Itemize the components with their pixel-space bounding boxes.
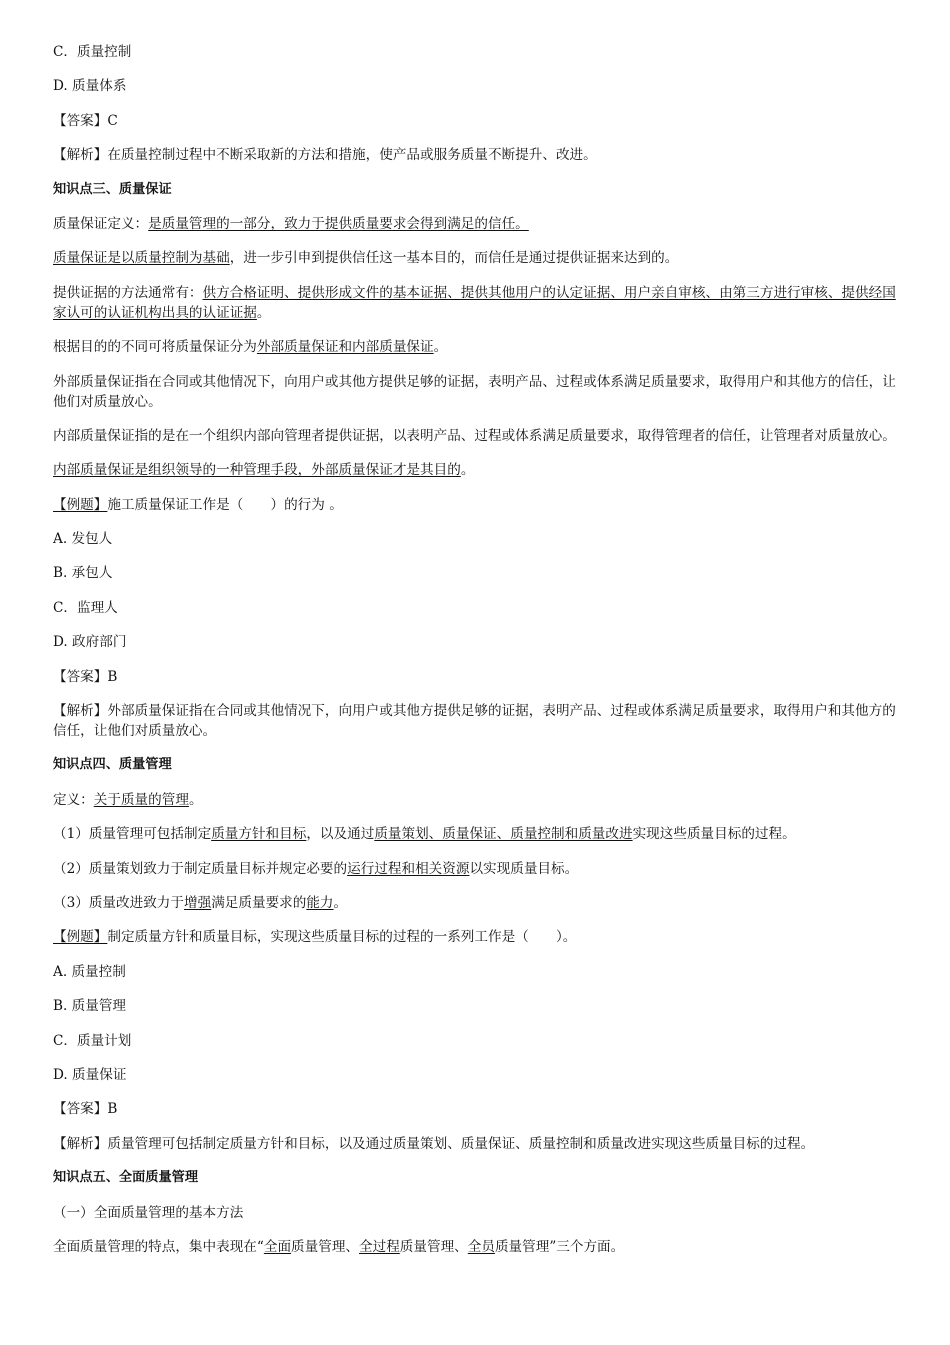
option-d: D. 政府部门 bbox=[53, 634, 127, 651]
option-c: C．质量控制 bbox=[53, 44, 132, 60]
option-b: B. 质量管理 bbox=[53, 998, 127, 1015]
section-heading-5: 知识点五、全面质量管理 bbox=[53, 1170, 199, 1186]
analysis: 【解析】质量管理可包括制定质量方针和目标，以及通过质量策划、质量保证、质量控制和质量改进实现这些质量目标的过程。 bbox=[53, 1135, 815, 1152]
qa-evidence-methods: 提供证据的方法通常有：供方合格证明、提供形成文件的基本证据、提供其他用户的认定证据、用户亲自审核、由第三方进行审核、提供经国家认可的认证机构出具的认证证据。 bbox=[53, 284, 896, 321]
tqm-features: 全面质量管理的特点，集中表现在“全面质量管理、全过程质量管理、全员质量管理”三个方面。 bbox=[53, 1238, 625, 1255]
qa-definition: 质量保证定义：是质量管理的一部分，致力于提供质量要求会得到满足的信任。 bbox=[53, 215, 529, 232]
analysis: 【解析】外部质量保证指在合同或其他情况下，向用户或其他方提供足够的证据，表明产品、过程或体系满足质量要求，取得用户和其他方的信任，让他们对质量放心。 bbox=[53, 703, 896, 740]
document-page bbox=[53, 42, 898, 1271]
qm-point-1: （1）质量管理可包括制定质量方针和目标，以及通过质量策划、质量保证、质量控制和质量改进实现这些质量目标的过程。 bbox=[53, 826, 796, 843]
external-qa: 外部质量保证指在合同或其他情况下，向用户或其他方提供足够的证据，表明产品、过程或体系满足质量要求，取得用户和其他方的信任，让他们对质量放心。 bbox=[53, 373, 896, 410]
tqm-subheading: （一）全面质量管理的基本方法 bbox=[53, 1204, 244, 1221]
option-c: C．监理人 bbox=[53, 599, 118, 616]
answer: 【答案】B bbox=[53, 1101, 118, 1118]
option-b: B. 承包人 bbox=[53, 565, 113, 582]
qm-point-2: （2）质量策划致力于制定质量目标并规定必要的运行过程和相关资源以实现质量目标。 bbox=[53, 860, 579, 877]
answer: 【答案】B bbox=[53, 668, 118, 685]
section-heading-3: 知识点三、质量保证 bbox=[53, 181, 172, 197]
option-c: C．质量计划 bbox=[53, 1032, 132, 1049]
option-d: D. 质量保证 bbox=[53, 1066, 127, 1083]
example-question-2: 【例题】制定质量方针和质量目标，实现这些质量目标的过程的一系列工作是（ ）。 bbox=[53, 929, 577, 946]
qm-definition: 定义：关于质量的管理。 bbox=[53, 791, 203, 808]
qa-basis: 质量保证是以质量控制为基础，进一步引申到提供信任这一基本目的，而信任是通过提供证据来达到的。 bbox=[53, 250, 679, 267]
qa-classification: 根据目的的不同可将质量保证分为外部质量保证和内部质量保证。 bbox=[53, 339, 448, 356]
analysis: 【解析】在质量控制过程中不断采取新的方法和措施，使产品或服务质量不断提升、改进。 bbox=[53, 147, 597, 164]
option-a: A. 发包人 bbox=[53, 531, 113, 548]
example-question-1: 【例题】施工质量保证工作是（ ）的行为 。 bbox=[53, 496, 343, 513]
internal-qa: 内部质量保证指的是在一个组织内部向管理者提供证据，以表明产品、过程或体系满足质量要求，取得管理者的信任，让管理者对质量放心。 bbox=[53, 427, 896, 444]
qm-point-3: （3）质量改进致力于增强满足质量要求的能力。 bbox=[53, 894, 348, 911]
section-heading-4: 知识点四、质量管理 bbox=[53, 757, 172, 773]
option-a: A. 质量控制 bbox=[53, 963, 126, 980]
answer: 【答案】C bbox=[53, 112, 118, 129]
qa-relationship: 内部质量保证是组织领导的一种管理手段，外部质量保证才是其目的。 bbox=[53, 462, 475, 479]
option-d: D. 质量体系 bbox=[53, 78, 127, 95]
